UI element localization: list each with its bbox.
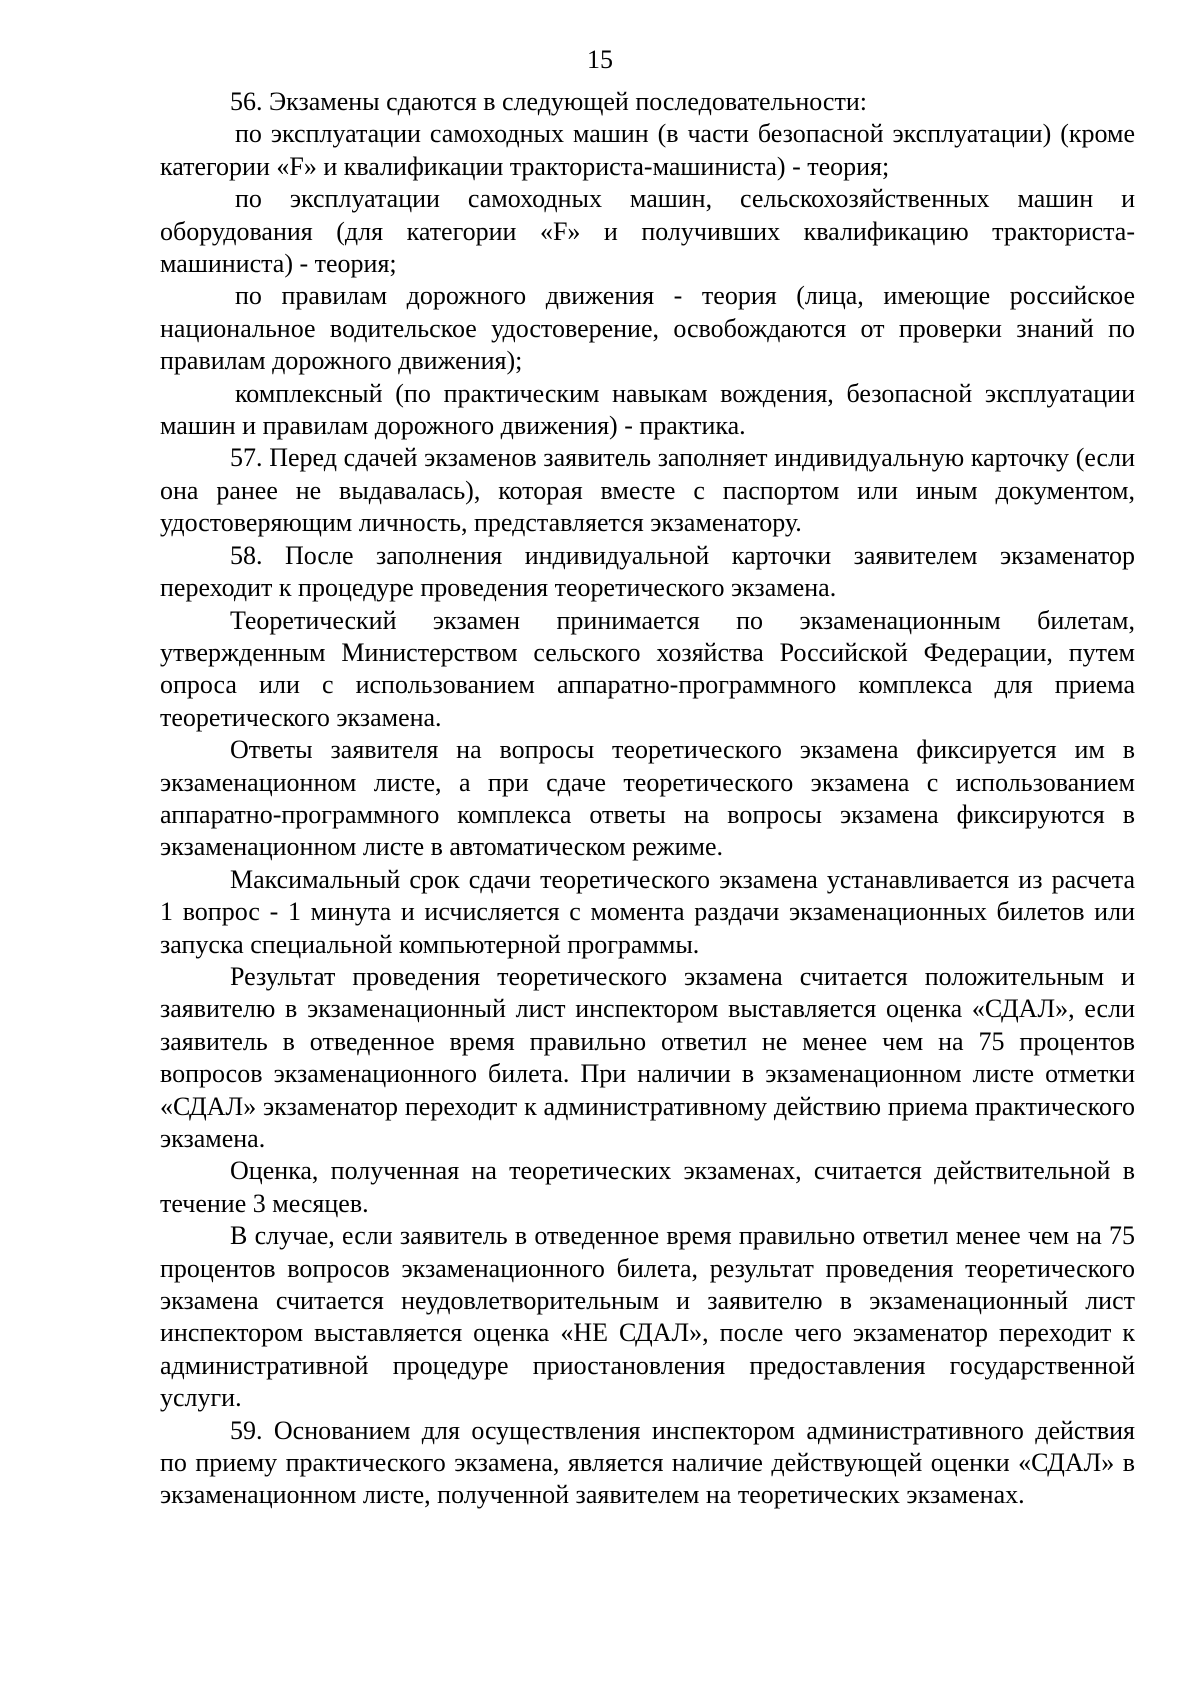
paragraph-59: 59. Основанием для осуществления инспектором административного действия по приему практического экзамена, является наличие действующей оценки «СДАЛ» в экзаменационном листе, полученной заявителем на теоретических экзаменах. [160, 1415, 1135, 1510]
paragraph-58: 58. После заполнения индивидуальной карточки заявителем экзаменатор переходит к процедуре проведения теоретического экзамена. [160, 540, 1135, 603]
paragraph-57: 57. Перед сдачей экзаменов заявитель заполняет индивидуальную карточку (если она ранее не выдавалась), которая вместе с паспортом или иным документом, удостоверяющим личность, представляется экзаменатору. [160, 443, 1135, 538]
document-body [160, 86, 1135, 1512]
page-number: 15 [587, 45, 613, 74]
paragraph-58-answers: Ответы заявителя на вопросы теоретического экзамена фиксируется им в экзаменационном листе, а при сдаче теоретического экзамена с использованием аппаратно-программного комплекса ответы на вопросы экзамена фиксируются в экзаменационном листе в автоматическом режиме. [160, 735, 1135, 862]
paragraph-58-validity: Оценка, полученная на теоретических экзаменах, считается действительной в течение 3 месяцев. [160, 1156, 1135, 1218]
paragraph-58-theory-exam: Теоретический экзамен принимается по экзаменационным билетам, утвержденным Министерством сельского хозяйства Российской Федерации, путем опроса или с использованием аппаратно-программного комплекса для приема теоретического экзамена. [160, 605, 1135, 732]
paragraph-56-item-2: по эксплуатации самоходных машин, сельскохозяйственных машин и оборудования (для категории «F» и получивших квалификацию тракториста-машиниста) - теория; [160, 184, 1135, 279]
paragraph-56-item-3: по правилам дорожного движения - теория (лица, имеющие российское национальное водительское удостоверение, освобождаются от проверки знаний по правилам дорожного движения); [160, 281, 1135, 376]
paragraph-56-item-1: по эксплуатации самоходных машин (в части безопасной эксплуатации) (кроме категории «F» и квалификации тракториста-машиниста) - теория; [160, 119, 1135, 181]
paragraph-58-result-fail: В случае, если заявитель в отведенное время правильно ответил менее чем на 75 процентов вопросов экзаменационного билета, результат проведения теоретического экзамена считается неудовлетворительным и заявителю в экзаменационный лист инспектором выставляется оценка «НЕ СДАЛ», после чего экзаменатор переходит к административной процедуре приостановления предоставления государственной услуги. [160, 1221, 1135, 1413]
paragraph-56-item-4: комплексный (по практическим навыкам вождения, безопасной эксплуатации машин и правилам дорожного движения) - практика. [160, 378, 1135, 441]
paragraph-58-result-pass: Результат проведения теоретического экзамена считается положительным и заявителю в экзаменационный лист инспектором выставляется оценка «СДАЛ», если заявитель в отведенное время правильно ответил не менее чем на 75 процентов вопросов экзаменационного билета. При наличии в экзаменационном листе отметки «СДАЛ» экзаменатор переходит к административному действию приема практического экзамена. [160, 961, 1135, 1153]
paragraph-58-time-limit: Максимальный срок сдачи теоретического экзамена устанавливается из расчета 1 вопрос - 1 минута и исчисляется с момента раздачи экзаменационных билетов или запуска специальной компьютерной программы. [160, 864, 1135, 959]
paragraph-56: 56. Экзамены сдаются в следующей последовательности: [230, 87, 867, 116]
